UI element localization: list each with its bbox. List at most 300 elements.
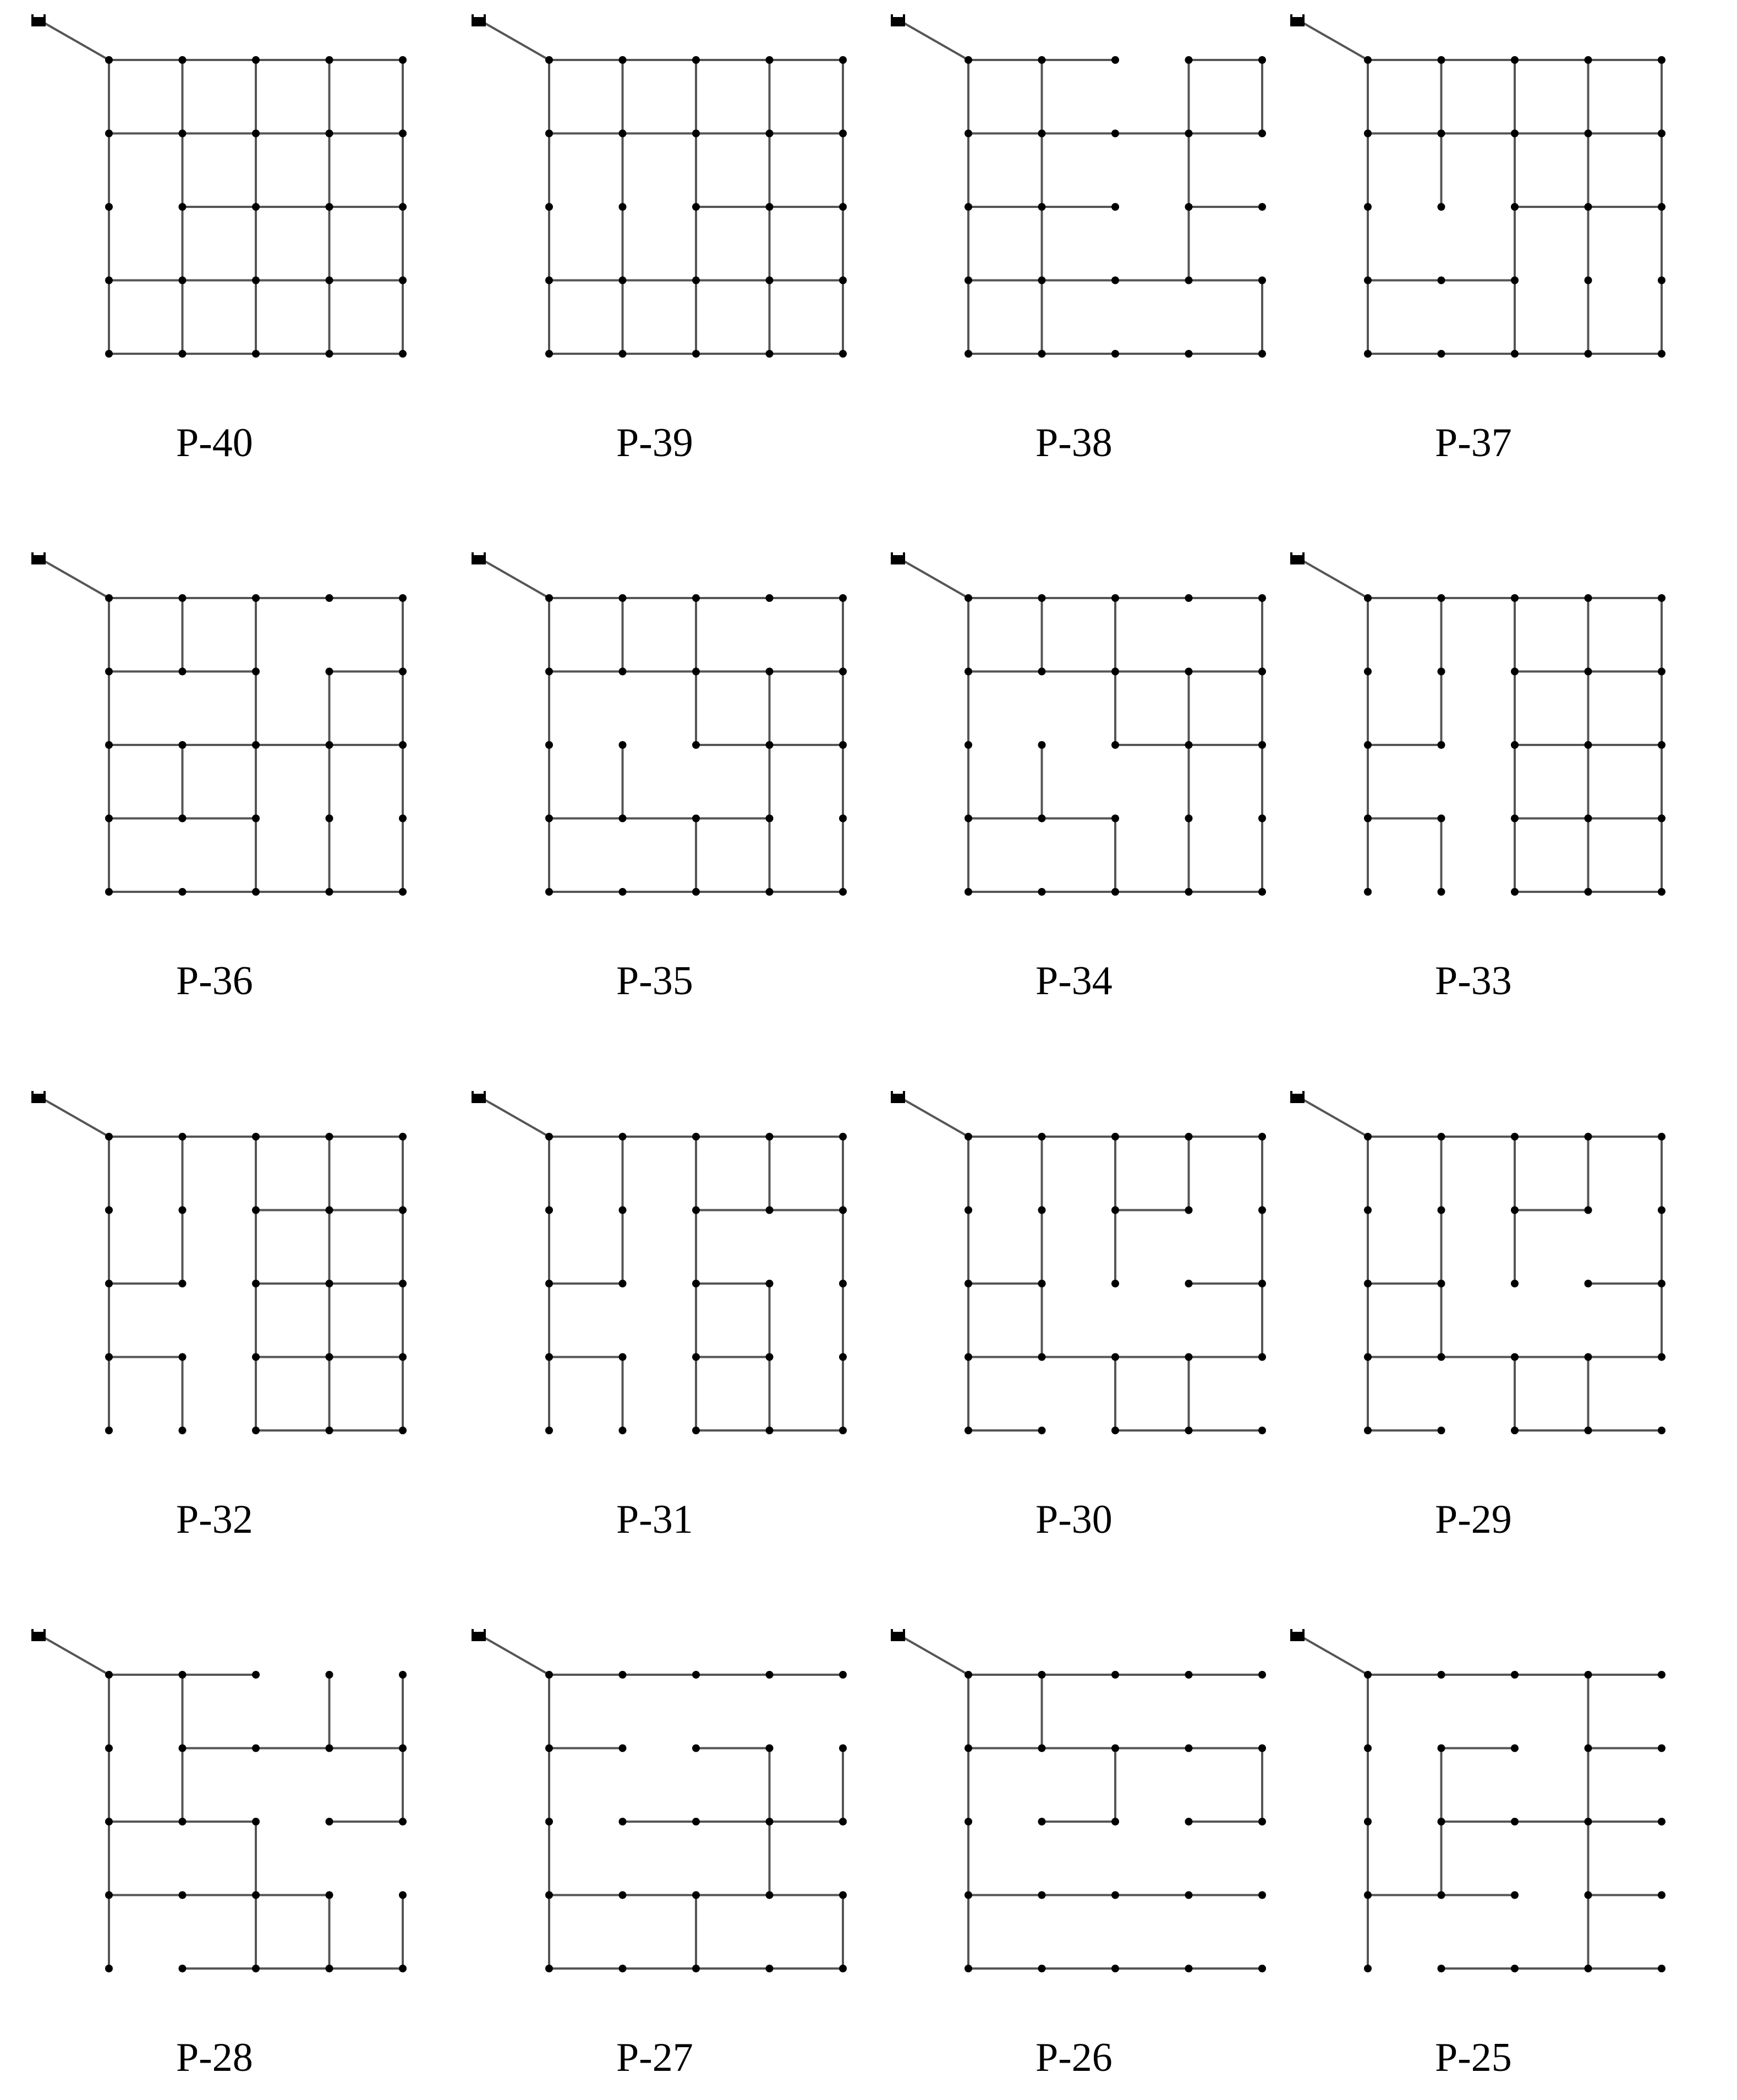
grid-node: [766, 741, 774, 749]
grid-node: [1258, 1671, 1266, 1679]
grid-node: [105, 668, 113, 676]
grid-node: [692, 56, 700, 64]
grid-node: [1258, 1965, 1266, 1972]
grid-node: [1185, 203, 1193, 211]
grid-node: [1438, 1965, 1445, 1972]
source-icon: [31, 555, 46, 564]
grid-node: [399, 1427, 407, 1434]
grid-node: [1585, 1965, 1592, 1972]
grid-node: [399, 1280, 407, 1287]
grid-node: [1111, 1745, 1119, 1752]
panel-label: P-29: [1435, 1497, 1512, 1542]
grid-node: [1258, 1818, 1266, 1825]
grid-node: [1258, 1891, 1266, 1899]
grid-node: [399, 1818, 407, 1825]
grid-node: [1658, 56, 1665, 64]
grid-node: [545, 1207, 553, 1214]
panel-label: P-27: [616, 2035, 693, 2080]
grid-node: [766, 1965, 774, 1972]
grid-node: [1364, 815, 1372, 823]
grid-node: [692, 350, 700, 358]
grid-node: [1185, 56, 1193, 64]
grid-node: [1185, 277, 1193, 284]
grid-node: [1364, 1280, 1372, 1287]
grid-node: [692, 668, 700, 676]
grid-node: [692, 1207, 700, 1214]
grid-node: [179, 594, 187, 602]
grid-node: [965, 668, 972, 676]
source-icon-tab: [1290, 14, 1292, 18]
grid-node: [252, 1745, 260, 1752]
panel-label: P-32: [176, 1497, 253, 1542]
grid-node: [179, 668, 187, 676]
grid-node: [619, 203, 627, 211]
grid-node: [1258, 1745, 1266, 1752]
source-icon-tab: [43, 14, 46, 18]
grid-node: [1111, 130, 1119, 138]
grid-node: [399, 56, 407, 64]
grid-node: [105, 1965, 113, 1972]
grid-node: [839, 1133, 847, 1141]
grid-node: [1658, 1207, 1665, 1214]
grid-node: [1364, 594, 1372, 602]
grid-node: [1185, 1891, 1193, 1899]
grid-node: [1658, 1818, 1665, 1825]
grid-node: [692, 1353, 700, 1361]
grid-node: [179, 1891, 187, 1899]
grid-node: [1111, 1353, 1119, 1361]
grid-node: [1185, 1427, 1193, 1434]
source-icon-tab: [31, 1629, 34, 1633]
grid-node: [1658, 277, 1665, 284]
grid-node: [1111, 1207, 1119, 1214]
grid-node: [1438, 277, 1445, 284]
grid-node: [252, 1965, 260, 1972]
grid-node: [1364, 668, 1372, 676]
grid-node: [1511, 1353, 1519, 1361]
grid-node: [1038, 1353, 1046, 1361]
grid-node: [1364, 1745, 1372, 1752]
source-icon-tab: [31, 14, 34, 18]
source-icon-tab: [903, 1091, 905, 1095]
grid-node: [965, 203, 972, 211]
grid-node: [1364, 1427, 1372, 1434]
grid-node: [105, 1353, 113, 1361]
grid-node: [692, 1133, 700, 1141]
grid-node: [179, 277, 187, 284]
source-icon: [472, 1632, 486, 1641]
grid-node: [1038, 130, 1046, 138]
grid-node: [105, 888, 113, 896]
panel-label: P-36: [176, 958, 253, 1004]
source-icon: [472, 1094, 486, 1103]
grid-node: [965, 1353, 972, 1361]
grid-node: [545, 1891, 553, 1899]
grid-node: [1585, 350, 1592, 358]
source-icon-tab: [472, 14, 474, 18]
grid-node: [105, 1133, 113, 1141]
grid-node: [1438, 130, 1445, 138]
panel-label: P-34: [1035, 958, 1113, 1004]
source-icon: [472, 555, 486, 564]
source-icon: [31, 17, 46, 26]
grid-node: [1658, 888, 1665, 896]
grid-node: [1111, 1280, 1119, 1287]
grid-node: [1111, 203, 1119, 211]
grid-node: [252, 888, 260, 896]
grid-node: [1585, 741, 1592, 749]
grid-node: [1111, 1671, 1119, 1679]
grid-node: [1658, 1891, 1665, 1899]
grid-node: [1511, 1427, 1519, 1434]
grid-node: [105, 1427, 113, 1434]
grid-node: [619, 1353, 627, 1361]
grid-node: [965, 888, 972, 896]
grid-node: [1438, 888, 1445, 896]
grid-node: [619, 1965, 627, 1972]
grid-node: [692, 888, 700, 896]
grid-node: [965, 1427, 972, 1434]
grid-node: [619, 130, 627, 138]
grid-node: [1111, 1891, 1119, 1899]
grid-node: [252, 741, 260, 749]
grid-node: [1511, 1207, 1519, 1214]
grid-node: [105, 277, 113, 284]
grid-node: [105, 815, 113, 823]
grid-node: [619, 1133, 627, 1141]
grid-node: [839, 350, 847, 358]
grid-node: [839, 668, 847, 676]
grid-node: [545, 203, 553, 211]
grid-node: [1585, 1427, 1592, 1434]
panel-label: P-35: [616, 958, 693, 1004]
grid-node: [965, 815, 972, 823]
grid-node: [1038, 56, 1046, 64]
grid-node: [1658, 1133, 1665, 1141]
grid-node: [1658, 350, 1665, 358]
source-icon-tab: [484, 552, 486, 556]
grid-node: [399, 668, 407, 676]
grid-node: [252, 350, 260, 358]
grid-node: [619, 594, 627, 602]
grid-node: [1658, 203, 1665, 211]
grid-node: [326, 1818, 333, 1825]
grid-node: [839, 1353, 847, 1361]
grid-node: [399, 815, 407, 823]
grid-node: [1364, 1891, 1372, 1899]
source-icon-tab: [1302, 14, 1305, 18]
grid-node: [1585, 1353, 1592, 1361]
panel-label: P-30: [1035, 1497, 1113, 1542]
grid-node: [766, 815, 774, 823]
grid-node: [1258, 1353, 1266, 1361]
grid-node: [179, 1133, 187, 1141]
grid-node: [1038, 277, 1046, 284]
grid-node: [766, 1745, 774, 1752]
source-icon-tab: [472, 1629, 474, 1633]
grid-node: [1438, 1671, 1445, 1679]
source-icon-tab: [1290, 1629, 1292, 1633]
grid-node: [1585, 1133, 1592, 1141]
grid-node: [1185, 1671, 1193, 1679]
source-icon-tab: [43, 1629, 46, 1633]
grid-node: [1364, 56, 1372, 64]
grid-node: [326, 1133, 333, 1141]
grid-node: [545, 1427, 553, 1434]
panel-label: P-38: [1035, 420, 1113, 465]
grid-node: [545, 594, 553, 602]
grid-node: [179, 1965, 187, 1972]
grid-node: [692, 1965, 700, 1972]
grid-node: [399, 1353, 407, 1361]
grid-node: [692, 130, 700, 138]
grid-node: [766, 1280, 774, 1287]
grid-node: [1038, 888, 1046, 896]
grid-node: [252, 1133, 260, 1141]
grid-node: [619, 888, 627, 896]
grid-node: [1438, 668, 1445, 676]
grid-node: [1585, 594, 1592, 602]
grid-node: [1038, 594, 1046, 602]
grid-node: [619, 1207, 627, 1214]
grid-node: [1585, 1207, 1592, 1214]
grid-node: [965, 1207, 972, 1214]
grid-node: [1511, 888, 1519, 896]
grid-node: [692, 1891, 700, 1899]
grid-node: [1038, 1965, 1046, 1972]
panel-label: P-26: [1035, 2035, 1113, 2080]
grid-node: [399, 203, 407, 211]
grid-node: [619, 668, 627, 676]
grid-node: [839, 203, 847, 211]
grid-node: [399, 1965, 407, 1972]
grid-node: [1511, 1133, 1519, 1141]
grid-node: [766, 1133, 774, 1141]
grid-node: [1511, 741, 1519, 749]
grid-node: [252, 1818, 260, 1825]
grid-node: [839, 1745, 847, 1752]
panel-label: P-33: [1435, 958, 1512, 1004]
grid-node: [1258, 350, 1266, 358]
grid-node: [1111, 56, 1119, 64]
grid-node: [1185, 741, 1193, 749]
grid-node: [326, 815, 333, 823]
grid-node: [1364, 203, 1372, 211]
grid-node: [326, 1280, 333, 1287]
grid-node: [1111, 815, 1119, 823]
grid-node: [399, 888, 407, 896]
grid-node: [1258, 277, 1266, 284]
grid-node: [1038, 1207, 1046, 1214]
source-icon: [31, 1632, 46, 1641]
grid-node: [1258, 1207, 1266, 1214]
grid-node: [839, 130, 847, 138]
grid-node: [252, 668, 260, 676]
grid-node: [839, 1891, 847, 1899]
grid-node: [1511, 1671, 1519, 1679]
grid-node: [105, 56, 113, 64]
grid-node: [965, 741, 972, 749]
grid-node: [179, 1745, 187, 1752]
grid-node: [1258, 668, 1266, 676]
grid-node: [1111, 888, 1119, 896]
grid-node: [326, 1207, 333, 1214]
grid-node: [1438, 1280, 1445, 1287]
grid-node: [252, 203, 260, 211]
grid-node: [1258, 815, 1266, 823]
grid-node: [399, 277, 407, 284]
grid-node: [1511, 1745, 1519, 1752]
grid-node: [326, 1427, 333, 1434]
grid-node: [619, 1891, 627, 1899]
grid-node: [1038, 350, 1046, 358]
grid-node: [839, 815, 847, 823]
grid-node: [252, 1353, 260, 1361]
grid-node: [1111, 668, 1119, 676]
grid-node: [326, 350, 333, 358]
grid-node: [1585, 1745, 1592, 1752]
source-icon-tab: [43, 552, 46, 556]
grid-node: [839, 1671, 847, 1679]
grid-node: [619, 1280, 627, 1287]
grid-node: [1185, 815, 1193, 823]
source-icon-tab: [1290, 552, 1292, 556]
grid-node: [619, 56, 627, 64]
source-icon-tab: [31, 552, 34, 556]
source-icon-tab: [903, 1629, 905, 1633]
grid-node: [1511, 130, 1519, 138]
grid-node: [399, 130, 407, 138]
grid-node: [1658, 1745, 1665, 1752]
panel-label: P-31: [616, 1497, 693, 1542]
grid-node: [179, 1353, 187, 1361]
panel-label: P-39: [616, 420, 693, 465]
grid-node: [965, 1671, 972, 1679]
grid-node: [1658, 130, 1665, 138]
grid-node: [965, 1280, 972, 1287]
grid-node: [326, 1745, 333, 1752]
grid-node: [179, 1671, 187, 1679]
source-icon-tab: [1290, 1091, 1292, 1095]
grid-node: [1364, 1965, 1372, 1972]
grid-node: [839, 1427, 847, 1434]
source-icon-tab: [1302, 1629, 1305, 1633]
source-icon-tab: [891, 552, 893, 556]
grid-node: [326, 1891, 333, 1899]
grid-node: [965, 1745, 972, 1752]
grid-node: [839, 56, 847, 64]
grid-node: [1438, 1745, 1445, 1752]
grid-node: [692, 1671, 700, 1679]
grid-node: [692, 1427, 700, 1434]
grid-node: [326, 277, 333, 284]
grid-node: [105, 130, 113, 138]
grid-node: [1111, 1427, 1119, 1434]
grid-node: [839, 277, 847, 284]
source-icon-tab: [484, 1629, 486, 1633]
grid-node: [1658, 815, 1665, 823]
grid-node: [1111, 1818, 1119, 1825]
grid-node: [1511, 350, 1519, 358]
grid-node: [1658, 668, 1665, 676]
grid-node: [1038, 1133, 1046, 1141]
grid-node: [766, 56, 774, 64]
grid-node: [1038, 1818, 1046, 1825]
source-icon-tab: [891, 14, 893, 18]
grid-node: [1585, 56, 1592, 64]
grid-node: [252, 594, 260, 602]
grid-node: [1511, 1818, 1519, 1825]
grid-node: [1038, 741, 1046, 749]
grid-node: [1364, 1207, 1372, 1214]
grid-node: [965, 1133, 972, 1141]
source-icon-tab: [472, 1091, 474, 1095]
grid-node: [619, 1671, 627, 1679]
source-icon-tab: [891, 1629, 893, 1633]
source-icon: [891, 555, 905, 564]
grid-node: [252, 130, 260, 138]
grid-node: [1185, 594, 1193, 602]
grid-node: [1258, 203, 1266, 211]
grid-node: [1511, 1965, 1519, 1972]
grid-node: [326, 594, 333, 602]
grid-node: [1185, 1818, 1193, 1825]
grid-node: [766, 1818, 774, 1825]
grid-node: [105, 594, 113, 602]
source-icon: [1290, 1632, 1305, 1641]
grid-node: [692, 203, 700, 211]
source-icon-tab: [1302, 552, 1305, 556]
grid-node: [1038, 1745, 1046, 1752]
source-icon-tab: [43, 1091, 46, 1095]
grid-node: [545, 1280, 553, 1287]
grid-node: [965, 1891, 972, 1899]
grid-node: [1511, 594, 1519, 602]
grid-node: [105, 1818, 113, 1825]
source-icon: [891, 1632, 905, 1641]
grid-node: [1438, 1891, 1445, 1899]
grid-node: [1038, 1671, 1046, 1679]
grid-node: [1111, 1965, 1119, 1972]
grid-node: [179, 1207, 187, 1214]
grid-node: [1185, 1280, 1193, 1287]
source-icon-tab: [1302, 1091, 1305, 1095]
grid-node: [1364, 1818, 1372, 1825]
source-icon: [891, 17, 905, 26]
grid-node: [545, 1818, 553, 1825]
grid-node: [252, 1280, 260, 1287]
grid-node: [179, 203, 187, 211]
grid-node: [766, 1671, 774, 1679]
grid-node: [545, 668, 553, 676]
grid-node: [1585, 1818, 1592, 1825]
grid-node: [545, 815, 553, 823]
grid-node: [326, 668, 333, 676]
grid-node: [179, 1818, 187, 1825]
grid-node: [1111, 277, 1119, 284]
source-icon-tab: [484, 14, 486, 18]
grid-node: [619, 1427, 627, 1434]
grid-node: [326, 203, 333, 211]
grid-node: [766, 130, 774, 138]
grid-node: [545, 1965, 553, 1972]
source-icon: [891, 1094, 905, 1103]
grid-node: [1438, 1133, 1445, 1141]
source-icon-tab: [903, 14, 905, 18]
grid-node: [1438, 350, 1445, 358]
grid-node: [545, 1133, 553, 1141]
grid-node: [766, 1207, 774, 1214]
